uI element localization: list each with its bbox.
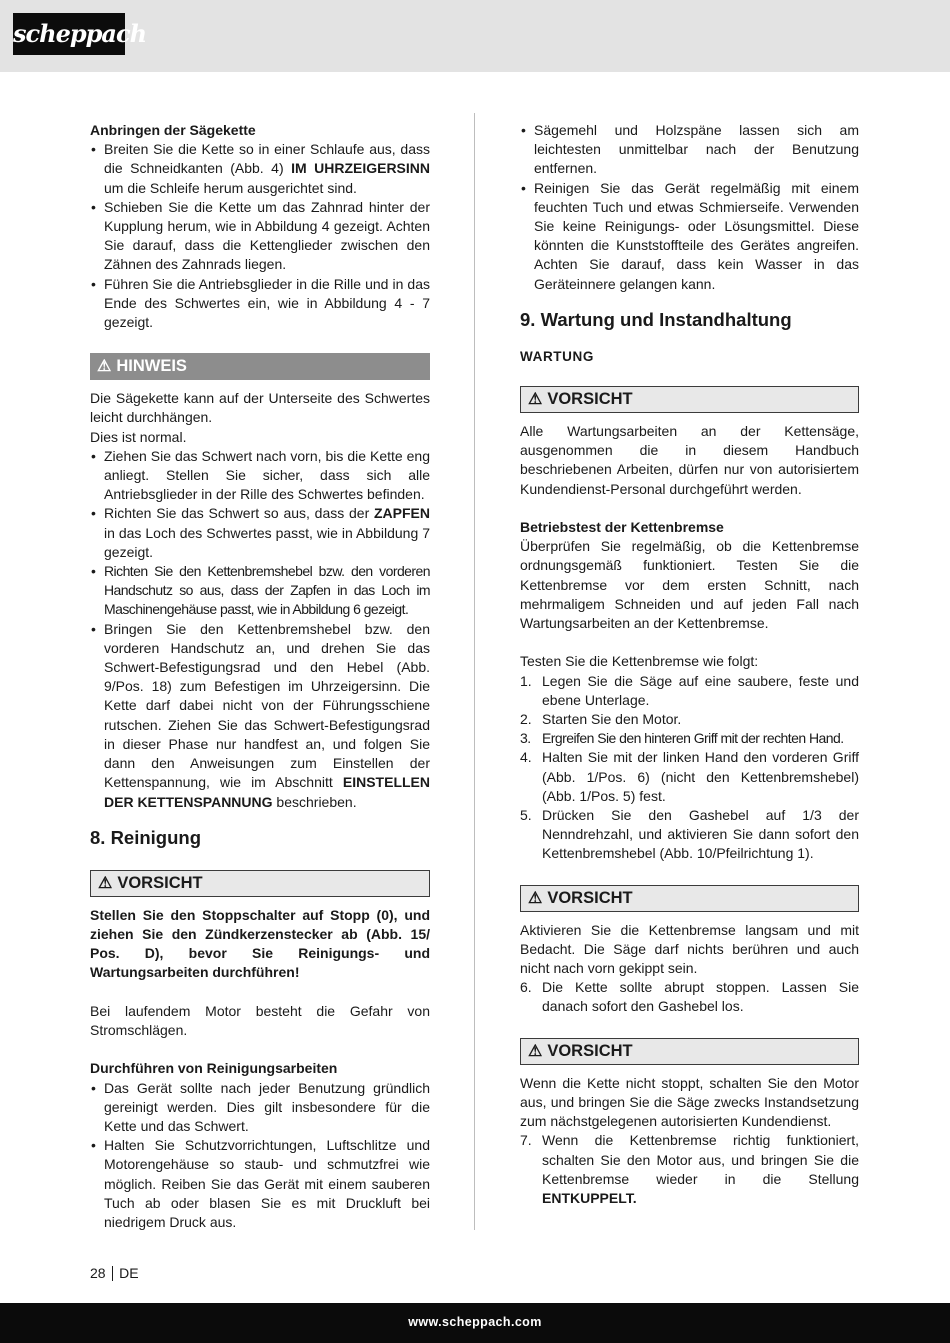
hinweis-text: Die Sägekette kann auf der Unterseite des Schwertes leicht durchhängen.	[90, 390, 430, 426]
shock-text: Bei laufendem Motor besteht die Gefahr von Stromschlägen.	[90, 1002, 430, 1038]
list-item: • Breiten Sie die Kette so in einer Schlaufe aus, dass die Schneidkanten (Abb. 4) IM UHRZEIGERSINN um die Schleife herum ausgerichtet sind.	[90, 140, 430, 198]
list-item: • Schieben Sie die Kette um das Zahnrad hinter der Kupplung herum, wie in Abbildung 4 gezeigt. Achten Sie darauf, dass die Kettenglieder zwischen den Zähnen des Zahnrads liegen.	[90, 198, 430, 275]
section-8-title: 8. Reinigung	[90, 826, 201, 848]
step-item: 4. Halten Sie mit der linken Hand den vorderen Griff (Abb. 1/Pos. 6) (nicht den Kettenbremshebel) (Abb. 1/Pos. 5) fest.	[520, 749, 859, 804]
cleaning-list	[90, 1079, 430, 1233]
website-url: www.scheppach.com	[408, 1315, 542, 1329]
vorsicht-label: VORSICHT	[547, 1041, 633, 1060]
vorsicht-text: Alle Wartungsarbeiten an der Kettensäge, ausgenommen die in diesem Handbuch beschriebenen Arbeiten, dürfen nur von autorisiertem Kundendienst-Personal durchgeführt werden.	[520, 423, 859, 497]
vorsicht-box	[520, 1038, 859, 1065]
list-item: • Das Gerät sollte nach jeder Benutzung gründlich gereinigt werden. Dies gilt insbesondere für die Kette und das Schwert.	[90, 1079, 430, 1137]
footer-band	[0, 1303, 950, 1343]
hinweis-label: HINWEIS	[116, 357, 187, 376]
vorsicht-label: VORSICHT	[547, 888, 633, 907]
step-item: 5. Drücken Sie den Gashebel auf 1/3 der Nenndrehzahl, und aktivieren Sie dann sofort den Kettenbremshebel (Abb. 10/Pfeilrichtung 1).	[520, 807, 859, 862]
test-intro: Testen Sie die Kettenbremse wie folgt:	[520, 653, 759, 670]
vorsicht-label: VORSICHT	[547, 389, 633, 408]
list-item: • Führen Sie die Antriebsglieder in die Rille und in das Ende des Schwertes ein, wie in Abbildung 4 - 7 gezeigt.	[90, 275, 430, 333]
vorsicht-box	[90, 870, 430, 897]
step-item: 3. Ergreifen Sie den hinteren Griff mit der rechten Hand.	[520, 730, 844, 747]
warning-triangle-icon: ⚠	[97, 358, 112, 376]
left-column	[90, 121, 430, 1232]
cleaning-heading: Durchführen von Reinigungsarbeiten	[90, 1060, 338, 1077]
step-item: 7. Wenn die Kettenbremse richtig funktioniert, schalten Sie den Motor aus, und bringen Sie die Kettenbremse wieder in die Stellung ENTKUPPELT.	[520, 1132, 859, 1206]
column-divider	[474, 113, 475, 1230]
hinweis-list	[90, 447, 430, 812]
list-item: • Sägemehl und Holzspäne lassen sich am leichtesten unmittelbar nach der Benutzung entfernen.	[520, 121, 859, 179]
list-item: • Reinigen Sie das Gerät regelmäßig mit einem feuchten Tuch und etwas Schmierseife. Verwenden Sie keine Reinigungs- oder Lösungsmittel. Diese könnten die Kunststoffteile des Gerätes angreifen. Achten Sie darauf, dass kein Wasser in das Geräteinnere gelangen kann.	[520, 179, 859, 294]
section-9-title: 9. Wartung und Instandhaltung	[520, 308, 792, 330]
hinweis-normal-text: Dies ist normal.	[90, 428, 187, 445]
vorsicht-label: VORSICHT	[117, 873, 203, 892]
right-column	[520, 121, 859, 1208]
hinweis-box	[90, 353, 430, 380]
brake-test-heading: Betriebstest der Kettenbremse	[520, 519, 724, 536]
list-item: • Richten Sie den Kettenbremshebel bzw. den vorderen Handschutz so aus, dass der Zapfen in das Loch im Maschinengehäuse passt, wie in Abbildung 6 gezeigt.	[90, 562, 430, 620]
warning-triangle-icon: ⚠	[528, 1042, 543, 1060]
header-band	[0, 0, 950, 72]
warning-triangle-icon: ⚠	[98, 874, 113, 892]
step-item: 2. Starten Sie den Motor.	[520, 711, 682, 728]
vorsicht-text: Wenn die Kette nicht stoppt, schalten Sie den Motor aus, und bringen Sie die Säge zwecks Instandsetzung zum nächstgelegenen autorisierten Kundendienst.	[520, 1074, 859, 1130]
brake-test-text: Überprüfen Sie regelmäßig, ob die Kettenbremse ordnungsgemäß funktioniert. Testen Sie die Kettenbremse vor dem ersten Schnitt, nach mehrmaligem Schneiden und auf jeden Fall nach Wartungsarbeiten an der Kettenbremse.	[520, 538, 859, 632]
list-item: • Richten Sie das Schwert so aus, dass der ZAPFEN in das Loch des Schwertes passt, wie in Abbildung 7 gezeigt.	[90, 504, 430, 562]
test-steps-continued	[520, 978, 859, 1016]
step-item: 1. Legen Sie die Säge auf eine saubere, feste und ebene Unterlage.	[520, 672, 859, 708]
warning-triangle-icon: ⚠	[528, 390, 543, 408]
assembly-list	[90, 140, 430, 332]
page-separator	[112, 1266, 114, 1281]
page-number: 28 DE	[90, 1265, 139, 1281]
vorsicht-text: Stellen Sie den Stoppschalter auf Stopp (0), und ziehen Sie den Zündkerzenstecker ab (Abb. 15/ Pos. D), bevor Sie Reinigungs- und Wartungsarbeiten durchführen!	[90, 906, 430, 981]
cleaning-list-continued	[520, 121, 859, 294]
vorsicht-box	[520, 386, 859, 413]
test-steps-final	[520, 1131, 859, 1208]
assembly-heading: Anbringen der Sägekette	[90, 122, 256, 138]
list-item: • Bringen Sie den Kettenbremshebel bzw. den vorderen Handschutz an, und drehen Sie das Schwert-Befestigungsrad und den Hebel (Abb. 9/Pos. 18) zum Befestigen im Uhrzeigersinn. Die Kette darf dabei nicht von der Führungsschiene rutschen. Ziehen Sie das Schwert-Befestigungsrad in dieser Phase nur handfest an, und folgen Sie dann den Anweisungen zum Einstellen der Kettenspannung, wie im Abschnitt EINSTELLEN DER KETTENSPANNUNG beschrieben.	[90, 620, 430, 812]
vorsicht-text: Aktivieren Sie die Kettenbremse langsam und mit Bedacht. Die Säge darf nichts berühren und auch nicht nach vorn gekippt sein.	[520, 921, 859, 977]
scheppach-logo: scheppach	[13, 13, 125, 55]
test-steps	[520, 672, 859, 864]
list-item: • Ziehen Sie das Schwert nach vorn, bis die Kette eng anliegt. Stellen Sie sicher, dass sich alle Antriebsglieder in der Rille des Schwertes befinden.	[90, 447, 430, 505]
vorsicht-box	[520, 885, 859, 912]
warning-triangle-icon: ⚠	[528, 889, 543, 907]
list-item: • Halten Sie Schutzvorrichtungen, Luftschlitze und Motorengehäuse so staub- und schmutzfrei wie möglich. Reiben Sie das Gerät mit einem sauberen Tuch ab oder blasen Sie es mit Druckluft bei niedrigem Druck aus.	[90, 1136, 430, 1232]
wartung-heading: WARTUNG	[520, 348, 594, 364]
step-item: 6. Die Kette sollte abrupt stoppen. Lassen Sie danach sofort den Gashebel los.	[520, 979, 859, 1015]
